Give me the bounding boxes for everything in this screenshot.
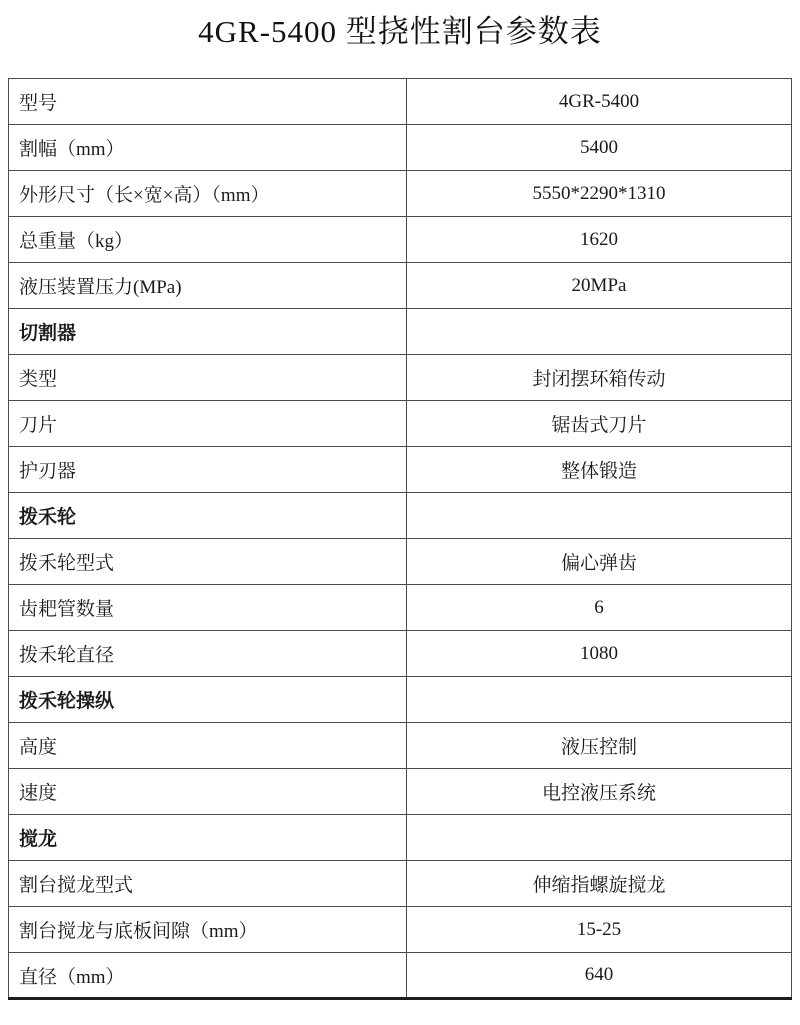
table-row [9, 309, 792, 355]
table-row [9, 769, 792, 815]
param-value-cell: 5550*2290*1310 [407, 171, 792, 217]
param-label-cell: 割台搅龙与底板间隙（mm） [9, 907, 407, 953]
param-label-cell: 切割器 [9, 309, 407, 355]
param-label-cell: 总重量（kg） [9, 217, 407, 263]
param-label-cell: 护刃器 [9, 447, 407, 493]
param-label-cell: 割幅（mm） [9, 125, 407, 171]
table-row [9, 125, 792, 171]
param-value-cell: 20MPa [407, 263, 792, 309]
param-label-cell: 拨禾轮直径 [9, 631, 407, 677]
table-row [9, 79, 792, 125]
param-label-cell: 直径（mm） [9, 953, 407, 999]
param-label-cell: 外形尺寸（长×宽×高）（mm） [9, 171, 407, 217]
spec-table-body [9, 79, 792, 999]
param-label-cell: 拨禾轮操纵 [9, 677, 407, 723]
param-value-cell: 1080 [407, 631, 792, 677]
param-value-cell: 电控液压系统 [407, 769, 792, 815]
param-value-cell: 整体锻造 [407, 447, 792, 493]
table-row [9, 907, 792, 953]
param-label-cell: 拨禾轮型式 [9, 539, 407, 585]
table-row [9, 355, 792, 401]
table-row [9, 493, 792, 539]
table-row [9, 631, 792, 677]
param-label-cell: 齿耙管数量 [9, 585, 407, 631]
param-value-cell [407, 815, 792, 861]
param-label-cell: 液压装置压力(MPa) [9, 263, 407, 309]
page-title: 4GR-5400 型挠性割台参数表 [198, 14, 602, 49]
table-row [9, 171, 792, 217]
param-value-cell: 15-25 [407, 907, 792, 953]
param-value-cell: 6 [407, 585, 792, 631]
param-value-cell [407, 677, 792, 723]
param-label-cell: 刀片 [9, 401, 407, 447]
table-row [9, 447, 792, 493]
param-label-cell: 型号 [9, 79, 407, 125]
param-label-cell: 割台搅龙型式 [9, 861, 407, 907]
param-label-cell: 拨禾轮 [9, 493, 407, 539]
param-value-cell: 640 [407, 953, 792, 999]
param-value-cell: 液压控制 [407, 723, 792, 769]
table-row [9, 723, 792, 769]
table-row [9, 217, 792, 263]
param-value-cell [407, 309, 792, 355]
spec-table [8, 78, 792, 1000]
table-row [9, 539, 792, 585]
table-row [9, 585, 792, 631]
param-value-cell: 伸缩指螺旋搅龙 [407, 861, 792, 907]
param-value-cell: 封闭摆环箱传动 [407, 355, 792, 401]
param-value-cell [407, 493, 792, 539]
table-row [9, 263, 792, 309]
table-row [9, 401, 792, 447]
table-row [9, 861, 792, 907]
table-row [9, 677, 792, 723]
param-value-cell: 5400 [407, 125, 792, 171]
param-label-cell: 高度 [9, 723, 407, 769]
param-label-cell: 速度 [9, 769, 407, 815]
param-value-cell: 偏心弹齿 [407, 539, 792, 585]
param-value-cell: 4GR-5400 [407, 79, 792, 125]
param-value-cell: 锯齿式刀片 [407, 401, 792, 447]
table-row [9, 953, 792, 999]
param-value-cell: 1620 [407, 217, 792, 263]
param-label-cell: 搅龙 [9, 815, 407, 861]
table-row [9, 815, 792, 861]
param-label-cell: 类型 [9, 355, 407, 401]
